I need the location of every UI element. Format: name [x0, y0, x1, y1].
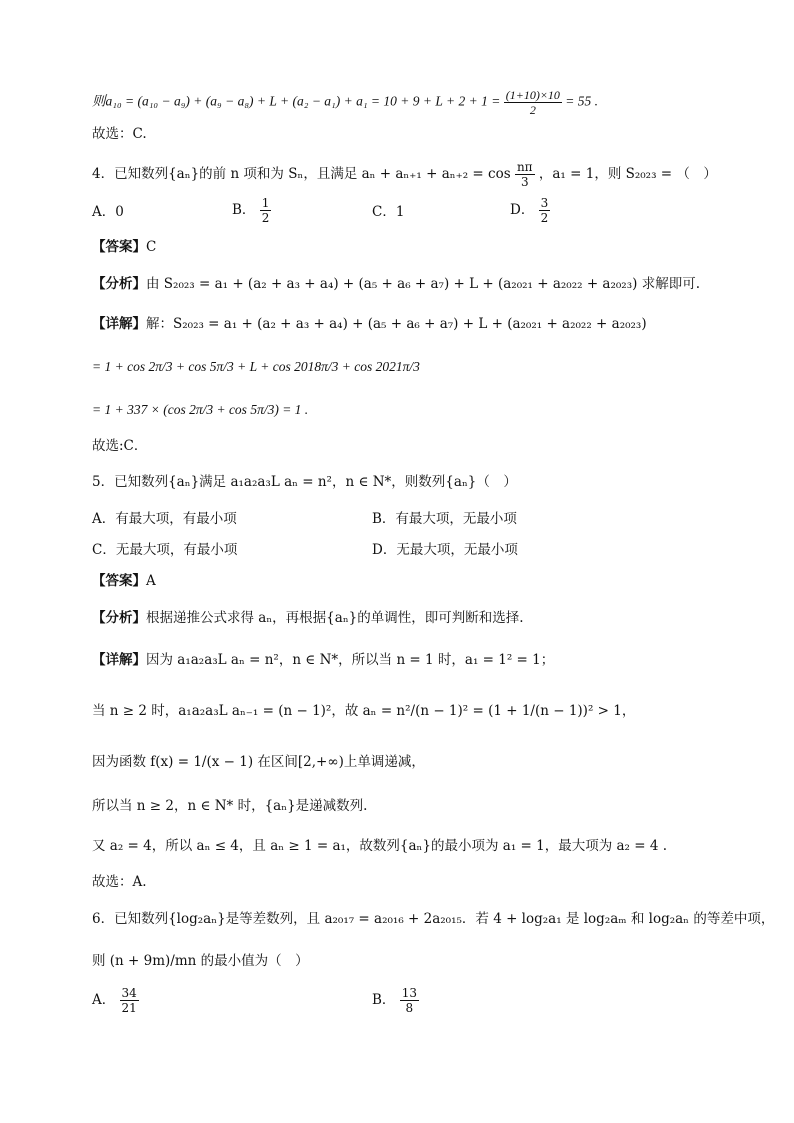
q4-stem-a: 4．已知数列{aₙ}的前 n 项和为 Sₙ，且满足 aₙ + aₙ₊₁ + aₙ₊₂ = cos	[92, 166, 511, 182]
q4-detail-line-1	[92, 314, 647, 334]
q4-answer-line	[92, 237, 156, 257]
q5-option-d	[372, 540, 518, 560]
q4-stem-frac-num: nπ	[516, 160, 533, 174]
q5-detail-4: 所以当 n ≥ 2，n ∈ N* 时，{aₙ}是递减数列.	[92, 798, 368, 814]
q4-option-d-fraction	[539, 196, 551, 225]
q5-option-c	[92, 540, 237, 560]
q4-option-c	[372, 202, 404, 222]
q6-option-a-num: 34	[121, 986, 137, 1000]
q6-option-b	[372, 986, 419, 1015]
q6-option-b-letter: B．	[372, 992, 396, 1008]
q6-option-b-num: 13	[401, 986, 417, 1000]
q3-choose: 故选：C.	[92, 126, 147, 142]
q4-detail-1: 解：S₂₀₂₃ = a₁ + (a₂ + a₃ + a₄) + (a₅ + a₆ + a₇) + L + (a₂₀₂₁ + a₂₀₂₂ + a₂₀₂₃)	[146, 316, 647, 332]
q5-detail-3: 因为函数 f(x) = 1/(x − 1) 在区间[2,+∞)上单调递减，	[92, 754, 425, 770]
q5-option-b-text: 有最大项，无最小项	[395, 511, 517, 527]
q4-option-c-letter: C．	[372, 204, 396, 220]
q4-stem-b: ，a₁ = 1，则 S₂₀₂₃ = （ ）	[538, 166, 717, 182]
q6-option-b-fraction	[400, 986, 419, 1015]
q6-option-b-den: 8	[405, 1001, 414, 1015]
q4-option-d-letter: D．	[510, 202, 535, 218]
q4-stem	[92, 160, 717, 189]
q4-option-a-letter: A．	[92, 204, 116, 220]
q4-option-b-letter: B．	[232, 202, 256, 218]
q4-answer: C	[146, 239, 157, 255]
q6-option-a	[92, 986, 139, 1015]
q4-option-d-num: 3	[540, 196, 549, 210]
q4-detail-tag: 【详解】	[92, 316, 146, 332]
q4-option-b-fraction	[260, 196, 272, 225]
q5-option-c-text: 无最大项，有最小项	[115, 542, 238, 558]
q5-option-d-text: 无最大项，无最小项	[396, 542, 518, 558]
q5-option-a-letter: A．	[92, 511, 116, 527]
q5-detail-tag: 【详解】	[92, 652, 146, 668]
q3-frac-den: 2	[529, 103, 536, 117]
q3-frac-num: (1+10)×10	[505, 88, 560, 102]
q3-formula-line	[92, 88, 598, 117]
q5-option-d-letter: D．	[372, 542, 397, 558]
q5-option-c-letter: C．	[92, 542, 116, 558]
q4-detail-2: = 1 + cos 2π/3 + cos 5π/3 + L + cos 2018π/3 + cos 2021π/3	[92, 359, 420, 374]
q4-analysis-tag: 【分析】	[92, 276, 146, 292]
q5-detail-2: 当 n ≥ 2 时，a₁a₂a₃L aₙ₋₁ = (n − 1)²，故 aₙ = n²/(n − 1)² = (1 + 1/(n − 1))² > 1，	[92, 703, 636, 719]
q5-option-a-text: 有最大项，有最小项	[115, 511, 237, 527]
q4-option-a	[92, 202, 124, 222]
q4-stem-fraction	[515, 160, 535, 189]
q4-option-b-den: 2	[261, 211, 270, 225]
q5-detail-5: 又 a₂ = 4，所以 aₙ ≤ 4，且 aₙ ≥ 1 = a₁，故数列{aₙ}的最小项为 a₁ = 1，最大项为 a₂ = 4 .	[92, 838, 668, 854]
q5-answer-line	[92, 571, 156, 591]
q6-option-a-den: 21	[121, 1001, 137, 1015]
q4-analysis-line	[92, 274, 700, 294]
q4-answer-tag: 【答案】	[92, 239, 146, 255]
q5-answer-tag: 【答案】	[92, 573, 146, 589]
q3-formula: 则a₁₀ = (a₁₀ − a₉) + (a₉ − a₈) + L + (a₂ − a₁) + a₁ = 10 + 9 + L + 2 + 1 =	[92, 93, 504, 109]
q6-option-a-letter: A．	[92, 992, 116, 1008]
q6-stem-2: 则 (n + 9m)/mn 的最小值为（ ）	[92, 953, 309, 969]
q5-stem: 5．已知数列{aₙ}满足 a₁a₂a₃L aₙ = n²，n ∈ N*，则数列{aₙ}（ ）	[92, 474, 517, 490]
q4-option-c-text: 1	[395, 204, 405, 220]
q4-option-b	[232, 196, 271, 225]
q5-analysis-line	[92, 608, 524, 628]
q4-choose: 故选:C．	[92, 438, 148, 454]
q4-option-d-den: 2	[540, 211, 549, 225]
q5-analysis-tag: 【分析】	[92, 610, 146, 626]
q3-fraction	[504, 88, 562, 117]
q4-option-d	[510, 196, 550, 225]
q4-detail-3: = 1 + 337 × (cos 2π/3 + cos 5π/3) = 1 .	[92, 402, 309, 417]
q6-option-a-fraction	[120, 986, 139, 1015]
q5-answer: A	[146, 573, 156, 589]
q4-option-b-num: 1	[261, 196, 270, 210]
q4-analysis: 由 S₂₀₂₃ = a₁ + (a₂ + a₃ + a₄) + (a₅ + a₆ + a₇) + L + (a₂₀₂₁ + a₂₀₂₂ + a₂₀₂₃) 求解即可.	[146, 276, 700, 292]
q5-option-a	[92, 509, 237, 529]
q4-option-a-text: 0	[115, 204, 124, 220]
q4-stem-frac-den: 3	[520, 175, 529, 189]
q3-result: = 55 .	[565, 93, 599, 109]
q6-stem-1: 6．已知数列{log₂aₙ}是等差数列，且 a₂₀₁₇ = a₂₀₁₆ + 2a₂₀₁₅．若 4 + log₂a₁ 是 log₂aₘ 和 log₂aₙ 的等差中项，	[92, 911, 775, 927]
q5-choose: 故选：A.	[92, 874, 147, 890]
q5-option-b	[372, 509, 517, 529]
q5-detail-line-1	[92, 650, 554, 670]
q5-analysis: 根据递推公式求得 aₙ，再根据{aₙ}的单调性，即可判断和选择.	[146, 610, 524, 626]
q5-option-b-letter: B．	[372, 511, 396, 527]
q5-detail-1: 因为 a₁a₂a₃L aₙ = n²，n ∈ N*，所以当 n = 1 时，a₁ = 1² = 1；	[146, 652, 555, 668]
